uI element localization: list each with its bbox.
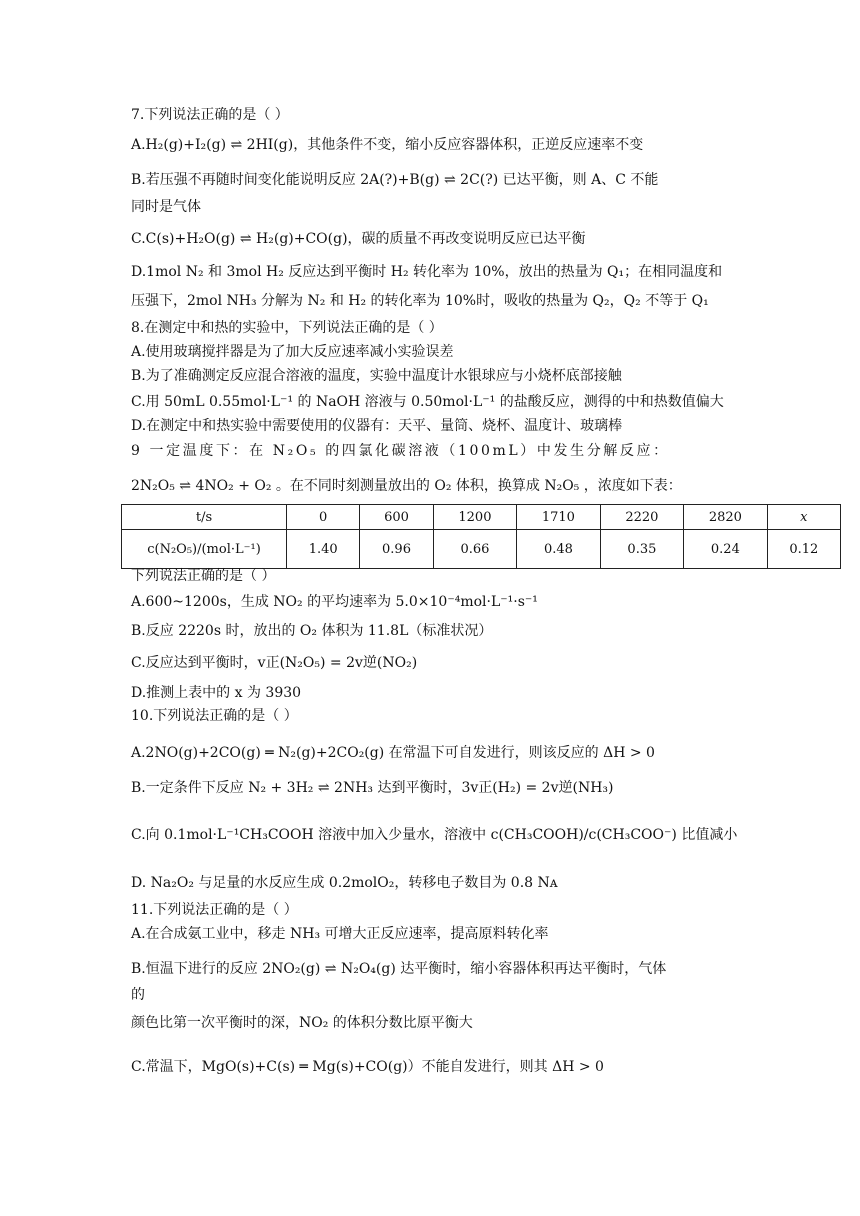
question-7-option-a: A.H₂(g)+I₂(g) ⇌ 2HI(g)，其他条件不变，缩小反应容器体积，正逆反应速率不变 [131,137,644,153]
question-7-option-b: B.若压强不再随时间变化能说明反应 2A(?)+B(g) ⇌ 2C(?) 已达平衡，则 A、C 不能 [131,172,659,188]
question-9-option-d: D.推测上表中的 x 为 3930 [131,685,302,701]
table-cell: 0.48 [517,530,600,569]
question-8-option-a: A.使用玻璃搅拌器是为了加大反应速率减小实验误差 [131,344,454,360]
question-7-option-b-cont: 同时是气体 [131,199,201,215]
question-9-prompt: 下列说法正确的是（ ） [131,568,276,584]
question-8-option-c: C.用 50mL 0.55mol·L⁻¹ 的 NaOH 溶液与 0.50mol·L⁻¹ 的盐酸反应，测得的中和热数值偏大 [131,394,724,410]
table-cell: x [767,505,840,530]
table-cell: 1710 [517,505,600,530]
question-8-option-d: D.在测定中和热实验中需要使用的仪器有：天平、量筒、烧杯、温度计、玻璃棒 [131,418,623,434]
question-11-option-b-cont2: 颜色比第一次平衡时的深，NO₂ 的体积分数比原平衡大 [131,1015,473,1031]
question-10-option-c: C.向 0.1mol·L⁻¹CH₃COOH 溶液中加入少量水，溶液中 c(CH₃COOH)/c(CH₃COO⁻) 比值减小 [131,827,738,843]
question-7-option-d-cont: 压强下，2mol NH₃ 分解为 N₂ 和 H₂ 的转化率为 10%时，吸收的热量为 Q₂，Q₂ 不等于 Q₁ [131,293,709,309]
table-cell: 2220 [600,505,683,530]
table-row [122,505,841,530]
question-7-option-c: C.C(s)+H₂O(g) ⇌ H₂(g)+CO(g)，碳的质量不再改变说明反应已达平衡 [131,231,586,247]
table-cell: 600 [360,505,433,530]
table-cell: 1.40 [287,530,360,569]
question-9-option-a: A.600~1200s，生成 NO₂ 的平均速率为 5.0×10⁻⁴mol·L⁻¹·s⁻¹ [131,594,538,610]
table-cell: 0.35 [600,530,683,569]
question-11-option-b-cont: 的 [131,987,145,1003]
question-10-option-d: D. Na₂O₂ 与足量的水反应生成 0.2molO₂，转移电子数目为 0.8 Nᴀ [131,875,558,891]
question-10-option-a: A.2NO(g)+2CO(g) ═ N₂(g)+2CO₂(g) 在常温下可自发进行，则该反应的 ΔH > 0 [131,745,655,761]
question-11-option-a: A.在合成氨工业中，移走 NH₃ 可增大正反应速率，提高原料转化率 [131,926,549,942]
question-11-option-b: B.恒温下进行的反应 2NO₂(g) ⇌ N₂O₄(g) 达平衡时，缩小容器体积再达平衡时，气体 [131,961,667,977]
question-7-option-d: D.1mol N₂ 和 3mol H₂ 反应达到平衡时 H₂ 转化率为 10%，放出的热量为 Q₁；在相同温度和 [131,264,723,280]
question-11-stem: 11.下列说法正确的是（ ） [131,902,298,918]
question-9-option-b: B.反应 2220s 时，放出的 O₂ 体积为 11.8L（标准状况） [131,623,493,639]
question-9-stem: 9 一定温度下：在 N₂O₅ 的四氯化碳溶液（100mL）中发生分解反应： [131,443,670,459]
table-cell: 1200 [433,505,516,530]
question-7-stem: 7.下列说法正确的是（ ） [131,107,289,123]
table-cell: 0 [287,505,360,530]
question-9-option-c: C.反应达到平衡时，v正(N₂O₅) = 2v逆(NO₂) [131,655,418,671]
table-cell: 0.96 [360,530,433,569]
question-8-option-b: B.为了准确测定反应混合溶液的温度，实验中温度计水银球应与小烧杯底部接触 [131,368,622,384]
question-10-option-b: B.一定条件下反应 N₂ + 3H₂ ⇌ 2NH₃ 达到平衡时，3v正(H₂) = 2v逆(NH₃) [131,780,614,796]
concentration-table [121,504,841,569]
table-row [122,530,841,569]
question-9-equation: 2N₂O₅ ⇌ 4NO₂ + O₂ 。在不同时刻测量放出的 O₂ 体积，换算成 N₂O₅ ，浓度如下表： [131,478,682,494]
table-cell: 2820 [684,505,767,530]
table-cell: 0.24 [684,530,767,569]
table-cell: c(N₂O₅)/(mol·L⁻¹) [122,530,287,569]
question-8-stem: 8.在测定中和热的实验中，下列说法正确的是（ ） [131,320,443,336]
question-10-stem: 10.下列说法正确的是（ ） [131,708,298,724]
table-cell: 0.66 [433,530,516,569]
question-11-option-c: C.常温下，MgO(s)+C(s) ═ Mg(s)+CO(g)）不能自发进行，则其 ΔH > 0 [131,1059,604,1075]
table-cell: t/s [122,505,287,530]
table-cell: 0.12 [767,530,840,569]
